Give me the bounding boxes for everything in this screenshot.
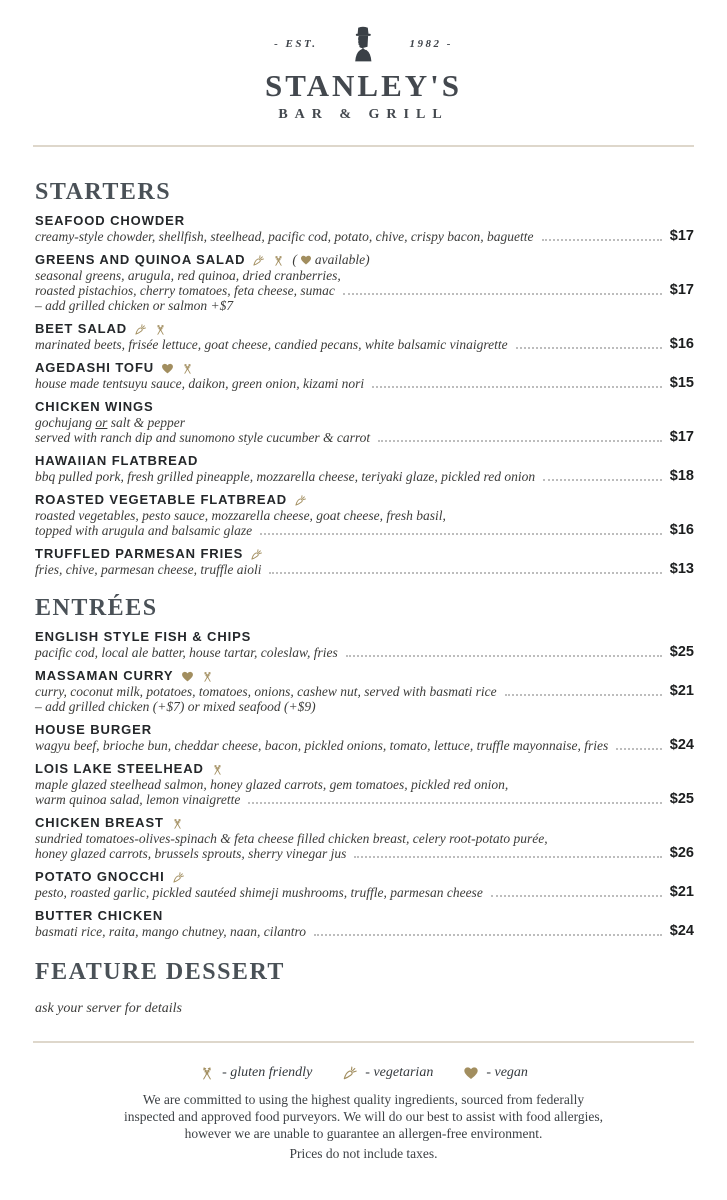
legend-label: - vegan (486, 1065, 528, 1080)
item-name: LOIS LAKE STEELHEAD (35, 761, 204, 776)
section-feature-dessert (35, 957, 694, 1017)
section-title: FEATURE DESSERT (35, 959, 285, 985)
dotted-leader (616, 748, 662, 750)
item-desc: maple glazed steelhead salmon, honey glazed carrots, gem tomatoes, pickled red onion, (35, 777, 509, 792)
gluten-friendly-icon (181, 362, 194, 375)
item-price: $24 (669, 923, 694, 939)
vegetarian-icon (250, 548, 263, 561)
item-desc: curry, coconut milk, potatoes, tomatoes, onions, cashew nut, served with basmati rice (35, 684, 497, 699)
item-desc: pesto, roasted garlic, pickled sautéed shimeji mushrooms, truffle, parmesan cheese (35, 885, 483, 900)
item-desc: basmati rice, raita, mango chutney, naan, cilantro (35, 924, 306, 939)
section-starters (35, 177, 694, 577)
vegan-available-note: ( available) (292, 252, 370, 267)
item-name: BEET SALAD (35, 321, 128, 336)
menu-item-butter-chicken (35, 908, 694, 939)
item-desc: seasonal greens, arugula, red quinoa, dried cranberries, (35, 268, 341, 283)
item-name: AGEDASHI TOFU (35, 360, 155, 375)
menu-item-english-style-fish-and-chips (35, 629, 694, 660)
item-desc: marinated beets, frisée lettuce, goat cheese, candied pecans, white balsamic vinaigrette (35, 337, 508, 352)
vegan-icon (181, 670, 194, 683)
item-price: $21 (669, 683, 694, 699)
gluten-friendly-icon (171, 817, 184, 830)
item-price: $15 (669, 375, 694, 391)
vegan-icon (300, 254, 312, 266)
item-desc: fries, chive, parmesan cheese, truffle aioli (35, 562, 262, 577)
item-name: MASSAMAN CURRY (35, 668, 174, 683)
dotted-leader (343, 293, 662, 295)
item-name: ENGLISH STYLE FISH & CHIPS (35, 629, 252, 644)
dotted-leader (269, 572, 661, 574)
legend-item-vegetarian (342, 1065, 433, 1081)
item-name: SEAFOOD CHOWDER (35, 213, 185, 228)
menu-item-beet-salad (35, 321, 694, 352)
gluten-friendly-icon (199, 1065, 215, 1081)
item-name: CHICKEN BREAST (35, 815, 164, 830)
gluten-friendly-icon (201, 670, 214, 683)
menu-item-roasted-vegetable-flatbread (35, 492, 694, 538)
menu-item-seafood-chowder (35, 213, 694, 244)
dotted-leader (354, 856, 661, 858)
item-name: CHICKEN WINGS (35, 399, 154, 414)
vegetarian-icon (252, 254, 265, 267)
item-price: $25 (669, 644, 694, 660)
dotted-leader (346, 655, 662, 657)
item-desc: bbq pulled pork, fresh grilled pineapple, mozzarella cheese, teriyaki glaze, pickled red onion (35, 469, 536, 484)
vegetarian-icon (342, 1065, 358, 1081)
dotted-leader (378, 440, 662, 442)
brand-subtitle: BAR & GRILL (278, 107, 449, 122)
item-price: $17 (669, 282, 694, 298)
legend-label: - gluten friendly (222, 1065, 313, 1080)
item-desc: wagyu beef, brioche bun, cheddar cheese, bacon, pickled onions, tomato, lettuce, truffle mayonnaise, fries (35, 738, 609, 753)
menu-item-chicken-breast (35, 815, 694, 861)
item-price: $13 (669, 561, 694, 577)
menu-item-truffled-parmesan-fries (35, 546, 694, 577)
item-desc: creamy-style chowder, shellfish, steelhead, pacific cod, potato, chive, crispy bacon, baguette (35, 229, 534, 244)
item-desc: roasted pistachios, cherry tomatoes, feta cheese, sumac (35, 283, 335, 298)
footer-commitment-note: We are committed to using the highest quality ingredients, sourced from federally inspected and approved food purveyors. We will do our best to assist with food allergies, however we are unable to guarantee an allergen-free environment. (123, 1092, 604, 1141)
dotted-leader (314, 934, 662, 936)
item-price: $18 (669, 468, 694, 484)
menu-item-house-burger (35, 722, 694, 753)
gluten-friendly-icon (211, 763, 224, 776)
item-name: HOUSE BURGER (35, 722, 152, 737)
menu-item-massaman-curry (35, 668, 694, 714)
item-desc: pacific cod, local ale batter, house tartar, coleslaw, fries (35, 645, 338, 660)
menu-item-chicken-wings (35, 399, 694, 445)
item-name: HAWAIIAN FLATBREAD (35, 453, 199, 468)
item-name: BUTTER CHICKEN (35, 908, 164, 923)
gluten-friendly-icon (154, 323, 167, 336)
menu-item-hawaiian-flatbread (35, 453, 694, 484)
item-desc: roasted vegetables, pesto sauce, mozzarella cheese, goat cheese, fresh basil, (35, 508, 446, 523)
dotted-leader (491, 895, 662, 897)
item-desc: served with ranch dip and sunomono style cucumber & carrot (35, 430, 371, 445)
section-entrees (35, 593, 694, 939)
vegetarian-icon (172, 871, 185, 884)
dessert-note: ask your server for details (35, 1001, 182, 1016)
menu-item-lois-lake-steelhead (35, 761, 694, 807)
est-year: 1982 - (409, 38, 453, 50)
item-desc: honey glazed carrots, brussels sprouts, sherry vinegar jus (35, 846, 347, 861)
item-price: $16 (669, 522, 694, 538)
item-price: $16 (669, 336, 694, 352)
item-price: $17 (669, 429, 694, 445)
item-name: TRUFFLED PARMESAN FRIES (35, 546, 244, 561)
menu-item-agedashi-tofu (35, 360, 694, 391)
item-desc: gochujang or salt & pepper (35, 415, 186, 430)
brand-name: STANLEY'S (265, 68, 462, 103)
item-price: $26 (669, 845, 694, 861)
vegetarian-icon (294, 494, 307, 507)
item-addon: – add grilled chicken or salmon +$7 (35, 298, 234, 313)
item-name: POTATO GNOCCHI (35, 869, 165, 884)
legend-item-gluten-friendly (199, 1065, 312, 1081)
footer-divider (33, 1041, 694, 1043)
taxes-note: Prices do not include taxes. (289, 1146, 438, 1161)
dotted-leader (248, 802, 661, 804)
item-price: $21 (669, 884, 694, 900)
item-price: $25 (669, 791, 694, 807)
item-desc: sundried tomatoes-olives-spinach & feta cheese filled chicken breast, celery root-potato purée, (35, 831, 548, 846)
dotted-leader (516, 347, 662, 349)
legend-item-vegan (463, 1065, 528, 1081)
item-addon: – add grilled chicken (+$7) or mixed seafood (+$9) (35, 699, 316, 714)
item-desc: topped with arugula and balsamic glaze (35, 523, 253, 538)
dotted-leader (372, 386, 662, 388)
menu-content (0, 147, 727, 1017)
gluten-friendly-icon (272, 254, 285, 267)
item-price: $17 (669, 228, 694, 244)
item-price: $24 (669, 737, 694, 753)
vegan-icon (161, 362, 174, 375)
item-desc: house made tentsuyu sauce, daikon, green onion, kizami nori (35, 376, 365, 391)
menu-header (0, 0, 727, 123)
item-name: ROASTED VEGETABLE FLATBREAD (35, 492, 288, 507)
dotted-leader (260, 533, 662, 535)
menu-item-potato-gnocchi (35, 869, 694, 900)
vegan-icon (463, 1065, 479, 1081)
gentleman-silhouette-icon (351, 26, 375, 62)
item-name: GREENS AND QUINOA SALAD (35, 252, 246, 267)
section-title: STARTERS (35, 179, 172, 205)
dietary-legend (0, 1065, 727, 1081)
dotted-leader (505, 694, 662, 696)
legend-label: - vegetarian (365, 1065, 434, 1080)
est-prefix: - EST. (274, 38, 318, 50)
section-title: ENTRÉES (35, 595, 158, 621)
dotted-leader (543, 479, 662, 481)
item-desc: warm quinoa salad, lemon vinaigrette (35, 792, 241, 807)
established-line (0, 26, 727, 62)
menu-item-greens-and-quinoa-salad (35, 252, 694, 313)
dotted-leader (542, 239, 662, 241)
vegetarian-icon (134, 323, 147, 336)
